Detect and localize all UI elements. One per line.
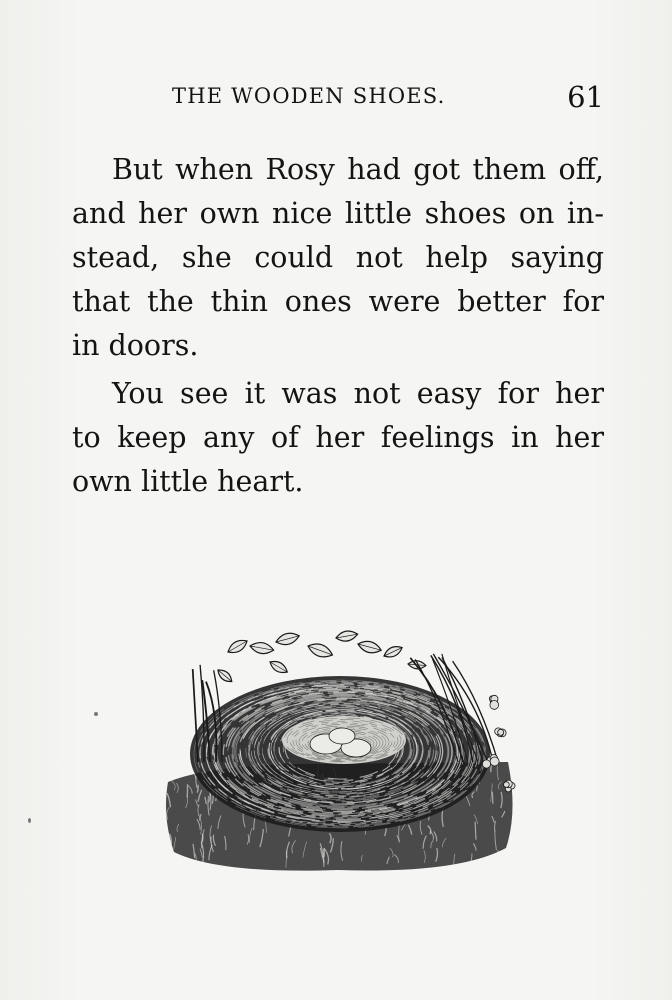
bird-nest-icon bbox=[158, 612, 520, 884]
running-title: THE WOODEN SHOES. bbox=[172, 84, 446, 108]
paragraph bbox=[72, 148, 604, 368]
grass-blade bbox=[167, 853, 169, 868]
text-line: But when Rosy had got them off, bbox=[112, 153, 604, 186]
nest-illustration bbox=[158, 612, 520, 884]
text-line: that the thin ones were better for bbox=[72, 285, 604, 318]
flower-bud bbox=[482, 760, 490, 768]
paper-speck bbox=[94, 712, 98, 716]
flower-bud bbox=[498, 729, 504, 735]
body-text bbox=[72, 148, 604, 504]
text-line: and her own nice little shoes on in- bbox=[72, 197, 604, 230]
flower-bud bbox=[490, 757, 499, 766]
text-line: to keep any of her feelings in her bbox=[72, 421, 604, 454]
grass-blade bbox=[492, 792, 493, 804]
paper-speck bbox=[28, 818, 31, 823]
text-line: stead, she could not help saying bbox=[72, 241, 604, 274]
flower-bud bbox=[504, 782, 510, 788]
text-line: You see it was not easy for her bbox=[112, 377, 604, 410]
text-line: own little heart. bbox=[72, 465, 304, 498]
nest-bowl bbox=[190, 676, 490, 832]
flower-bud bbox=[490, 701, 499, 710]
paragraph bbox=[72, 372, 604, 504]
page-number: 61 bbox=[567, 80, 604, 114]
text-line: in doors. bbox=[72, 329, 199, 362]
running-head bbox=[172, 80, 604, 114]
egg bbox=[329, 728, 355, 744]
grass-blade bbox=[481, 859, 483, 866]
